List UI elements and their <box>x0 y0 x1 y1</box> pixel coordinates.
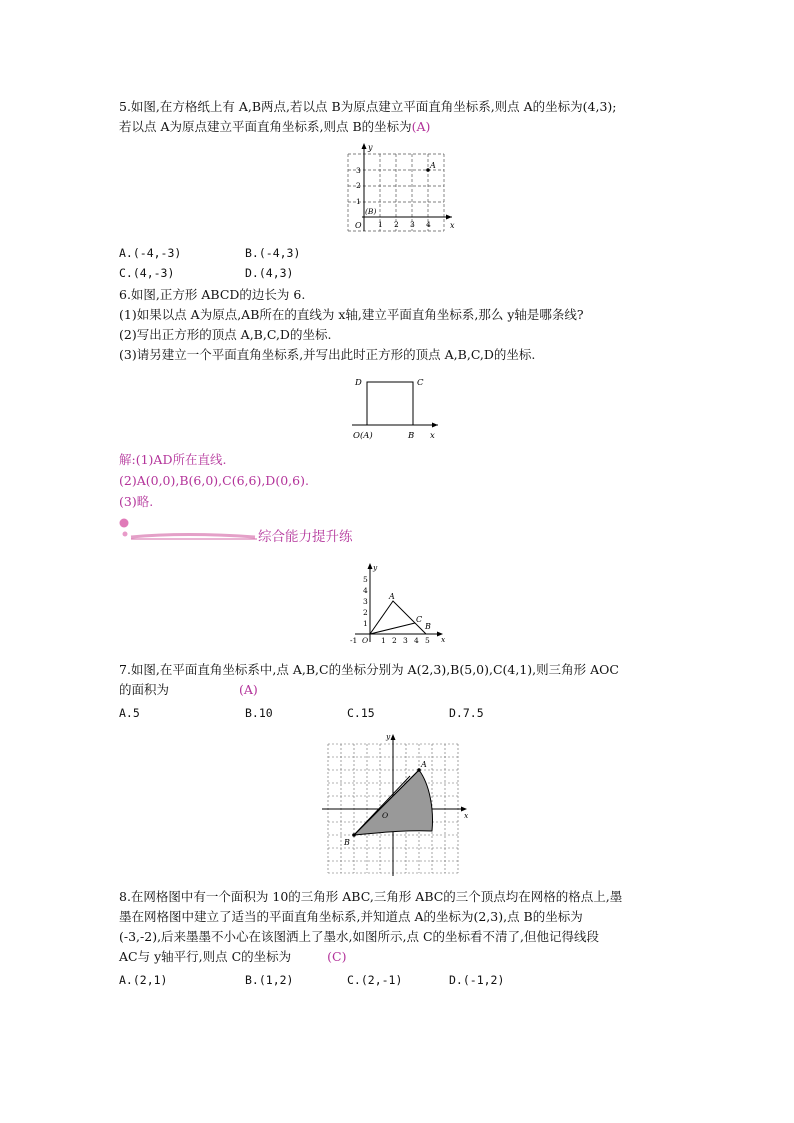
q5-y-label: y <box>368 143 373 152</box>
q5-y-tick-3: 3 <box>356 166 361 175</box>
q5-y-tick-1: 1 <box>356 197 361 206</box>
q5-option-b: B.(-4,3) <box>245 246 301 260</box>
q5-x-tick-1: 1 <box>378 220 383 229</box>
q8-line2: 墨在网格图中建立了适当的平面直角坐标系,并知道点 A的坐标为(2,3),点 B的坐标为 <box>119 909 583 924</box>
q6-sub2: (2)写出正方形的顶点 A,B,C,D的坐标. <box>119 327 332 342</box>
q7-x-tick-2: 2 <box>392 636 397 645</box>
q7-y-tick-5: 5 <box>363 575 368 584</box>
q5-point-a-label: A <box>430 161 436 170</box>
q5-figure <box>340 140 460 235</box>
q6-label-d: D <box>355 378 362 388</box>
section-dot-small <box>123 532 128 537</box>
q7-x-tick-1: 1 <box>381 636 386 645</box>
q5-line2 <box>119 119 430 135</box>
q6-sub3: (3)请另建立一个平面直角坐标系,并写出此时正方形的顶点 A,B,C,D的坐标. <box>119 347 536 362</box>
q5-x-tick-3: 3 <box>410 220 415 229</box>
q5-origin-label: O <box>355 221 362 230</box>
section-brush-stroke <box>131 535 255 538</box>
q6-label-x: x <box>430 431 435 441</box>
q5-y-tick-2: 2 <box>356 181 361 190</box>
q5-x-tick-2: 2 <box>394 220 399 229</box>
q7-y-tick-2: 2 <box>363 608 368 617</box>
q8-line4-text: AC与 y轴平行,则点 C的坐标为 <box>119 949 292 964</box>
q6-sub1: (1)如果以点 A为原点,AB所在的直线为 x轴,建立平面直角坐标系,那么 y轴是哪条线? <box>119 307 584 322</box>
q8-option-b: B.(1,2) <box>245 973 294 987</box>
q8-label-a: A <box>421 760 427 769</box>
q6-solution-2: (2)A(0,0),B(6,0),C(6,6),D(0,6). <box>119 473 309 488</box>
q5-option-d: D.(4,3) <box>245 266 294 280</box>
q8-line4 <box>119 949 346 965</box>
q8-figure <box>320 730 472 878</box>
q8-point-b <box>352 833 356 837</box>
q5-option-c: C.(4,-3) <box>119 266 175 280</box>
q8-line1: 8.在网格图中有一个面积为 10的三角形 ABC,三角形 ABC的三个顶点均在网格的格点上,墨 <box>119 889 623 904</box>
q8-y-label: y <box>386 732 391 741</box>
q5-line2-text: 若以点 A为原点建立平面直角坐标系,则点 B的坐标为 <box>119 119 412 134</box>
q8-option-d: D.(-1,2) <box>449 973 505 987</box>
q7-x-tick-4: 4 <box>414 636 419 645</box>
q7-x-tick-o: O <box>362 636 369 645</box>
q6-line1: 6.如图,正方形 ABCD的边长为 6. <box>119 287 306 302</box>
q7-label-b: B <box>425 622 431 631</box>
q8-option-c: C.(2,-1) <box>347 973 403 987</box>
section-dot-large <box>120 519 129 528</box>
q7-x-tick-neg1: -1 <box>350 636 358 645</box>
q7-y-tick-1: 1 <box>363 619 368 628</box>
q8-option-a: A.(2,1) <box>119 973 168 987</box>
q7-line2 <box>119 682 258 698</box>
q7-y-label: y <box>373 563 378 572</box>
q8-x-label: x <box>464 811 469 820</box>
q5-answer: (A) <box>411 119 431 134</box>
q7-label-c: C <box>416 615 423 624</box>
section-title: 综合能力提升练 <box>258 529 353 545</box>
q7-y-arrow <box>368 563 373 569</box>
q7-y-tick-3: 3 <box>363 597 368 606</box>
q6-solution-3: (3)略. <box>119 494 154 509</box>
q8-y-arrow <box>391 734 396 740</box>
q6-x-arrow <box>432 423 438 428</box>
q7-line2-text: 的面积为 <box>119 682 170 697</box>
q7-label-a: A <box>389 592 395 601</box>
q6-square <box>367 382 413 425</box>
section-decoration <box>115 515 265 545</box>
q5-x-tick-4: 4 <box>426 220 431 229</box>
q6-label-b: B <box>408 431 415 441</box>
q6-figure <box>350 370 450 442</box>
q5-point-b-label: (B) <box>365 207 377 216</box>
q5-x-label: x <box>450 221 455 230</box>
q7-answer: (A) <box>239 682 258 697</box>
q5-y-arrow <box>362 143 367 149</box>
q7-option-b: B.10 <box>245 706 273 720</box>
q8-label-b: B <box>344 838 350 847</box>
q7-option-d: D.7.5 <box>449 706 484 720</box>
q7-x-label: x <box>441 635 446 644</box>
q5-option-a: A.(-4,-3) <box>119 246 182 260</box>
q6-label-c: C <box>417 378 424 388</box>
q8-answer: (C) <box>327 949 347 964</box>
q7-x-tick-5: 5 <box>425 636 430 645</box>
q8-line3: (-3,-2),后来墨墨不小心在该图洒上了墨水,如图所示,点 C的坐标看不清了,但他记得线段 <box>119 929 600 944</box>
q6-solution-1: 解:(1)AD所在直线. <box>119 452 227 467</box>
q7-line1: 7.如图,在平面直角坐标系中,点 A,B,C的坐标分别为 A(2,3),B(5,0),C(4,1),则三角形 AOC <box>119 662 619 677</box>
q5-x-arrow <box>446 215 452 220</box>
q5-line1: 5.如图,在方格纸上有 A,B两点,若以点 B为原点建立平面直角坐标系,则点 A的坐标为(4,3); <box>119 99 617 114</box>
q7-option-a: A.5 <box>119 706 140 720</box>
q7-y-tick-4: 4 <box>363 586 368 595</box>
q8-label-o: O <box>382 811 389 820</box>
q7-figure <box>345 560 450 650</box>
q6-label-oa: O(A) <box>353 431 373 441</box>
q7-option-c: C.15 <box>347 706 375 720</box>
q7-x-tick-3: 3 <box>403 636 408 645</box>
